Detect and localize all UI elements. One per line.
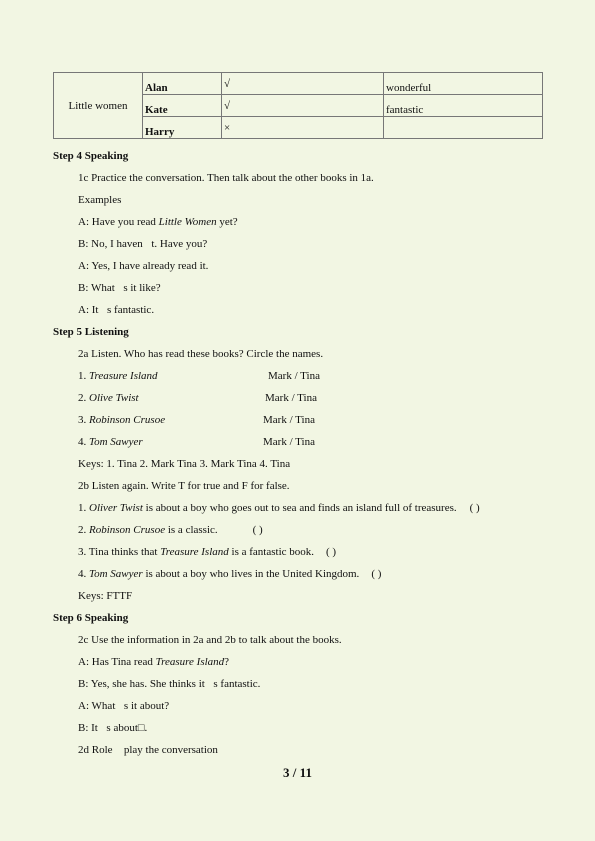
book-title: Robinson Crusoe [89, 524, 166, 536]
statement-item: 4. Tom Sawyer is about a boy who lives in the United Kingdom. ( ) [78, 568, 382, 580]
dialogue-line: A: Have you read Little Women yet? [78, 216, 238, 228]
answer-blank: ( ) [252, 524, 263, 536]
name-choice: Mark / Tina [265, 392, 317, 404]
comment-cell: wonderful [384, 73, 543, 95]
statement-item: 2. Robinson Crusoe is a classic. ( ) [78, 524, 263, 536]
roleplay-instruction: 2d Role play the conversation [78, 744, 210, 756]
step6-instruction: 2c Use the information in 2a and 2b to talk about the books. [78, 634, 342, 646]
step4-heading: Step 4 Speaking [53, 150, 129, 162]
book-title: Tom Sawyer [89, 568, 143, 580]
comment-cell: fantastic [384, 95, 543, 117]
instruction-2b: 2b Listen again. Write T for true and F for false. [78, 480, 290, 492]
dialogue-line: B: What s it like? [78, 282, 155, 294]
answer-blank: ( ) [326, 546, 337, 558]
dialogue-line: A: It s fantastic. [78, 304, 149, 316]
book-title: Tom Sawyer [89, 436, 143, 448]
book-opinion-table [53, 72, 543, 139]
statement-item: 1. Oliver Twist is about a boy who goes out to sea and finds an island full of treasures. ( ) [78, 502, 480, 514]
dialogue-line: B: No, I haven t. Have you? [78, 238, 202, 250]
book-title: Little Women [158, 216, 217, 228]
keys-2a: Keys: 1. Tina 2. Mark Tina 3. Mark Tina 4. Tina [78, 458, 291, 470]
list-item: 4. Tom Sawyer Mark / Tina [78, 436, 315, 448]
book-title: Robinson Crusoe [89, 414, 166, 426]
book-title: Treasure Island [155, 656, 225, 668]
dialogue-line: B: It s about□. [78, 722, 142, 734]
mark-cell: √ [222, 73, 384, 95]
dialogue-line: B: Yes, she has. She thinks it s fantastic. [78, 678, 255, 690]
book-title: Treasure Island [160, 546, 229, 558]
mark-cell: √ [222, 95, 384, 117]
step6-heading: Step 6 Speaking [53, 612, 129, 624]
answer-blank: ( ) [371, 568, 382, 580]
keys-2b: Keys: FTTF [78, 590, 133, 602]
step4-instruction: 1c Practice the conversation. Then talk about the other books in 1a. [78, 172, 374, 184]
examples-label: Examples [78, 194, 122, 206]
step5-heading: Step 5 Listening [53, 326, 129, 338]
book-cell: Little women [54, 73, 143, 139]
instruction-2a: 2a Listen. Who has read these books? Circle the names. [78, 348, 324, 360]
name-choice: Mark / Tina [263, 414, 315, 426]
book-title: Treasure Island [89, 370, 158, 382]
lesson-content [53, 148, 553, 764]
name-choice: Mark / Tina [263, 436, 315, 448]
dialogue-line: A: Has Tina read Treasure Island? [78, 656, 230, 668]
name-cell: Harry [143, 117, 222, 139]
name-cell: Alan [143, 73, 222, 95]
book-title: Oliver Twist [89, 502, 143, 514]
list-item: 3. Robinson Crusoe Mark / Tina [78, 414, 315, 426]
name-cell: Kate [143, 95, 222, 117]
list-item: 1. Treasure Island Mark / Tina [78, 370, 320, 382]
mark-cell: × [222, 117, 384, 139]
dialogue-line: A: Yes, I have already read it. [78, 260, 209, 272]
list-item: 2. Olive Twist Mark / Tina [78, 392, 317, 404]
name-choice: Mark / Tina [268, 370, 320, 382]
dialogue-line: A: What s it about? [78, 700, 164, 712]
page-number: 3 / 11 [283, 765, 312, 780]
statement-item: 3. Tina thinks that Treasure Island is a fantastic book. ( ) [78, 546, 337, 558]
table-row [54, 73, 543, 95]
answer-blank: ( ) [469, 502, 480, 514]
book-title: Olive Twist [89, 392, 139, 404]
comment-cell [384, 117, 543, 139]
